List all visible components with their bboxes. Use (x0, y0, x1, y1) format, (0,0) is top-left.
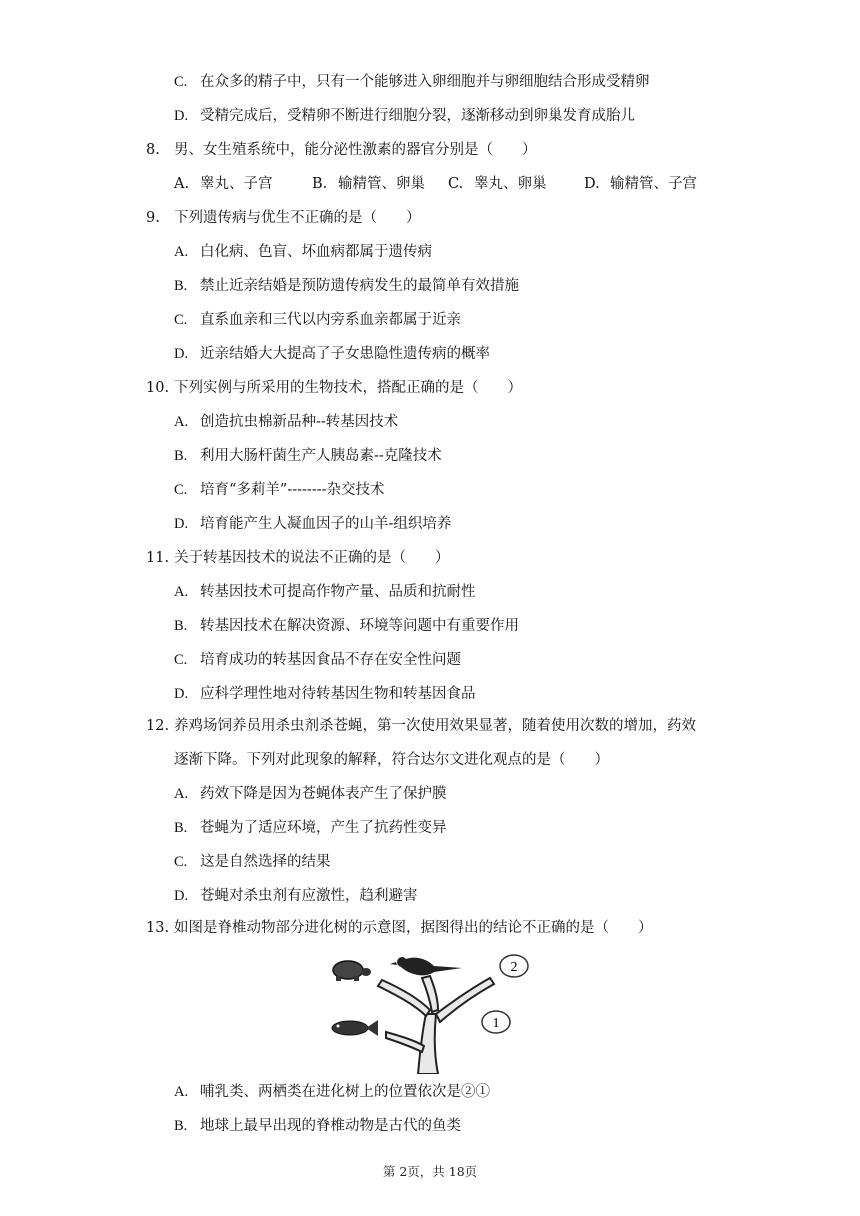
option-letter: C. (174, 854, 188, 870)
page-footer: 第 2页，共 18页 (382, 1164, 478, 1179)
q12-option-c (174, 852, 331, 872)
q12-option-d (174, 886, 418, 906)
option-letter: B. (174, 448, 188, 464)
label-1-text: 1 (492, 1016, 500, 1031)
option-letter: A. (174, 584, 189, 600)
q10-option-c (174, 480, 385, 500)
option-letter: A. (174, 244, 189, 260)
q9-option-c (174, 310, 461, 330)
option-text: 应科学理性地对待转基因生物和转基因食品 (200, 686, 476, 702)
option-text: 在众多的精子中，只有一个能够进入卵细胞并与卵细胞结合形成受精卵 (200, 74, 650, 90)
option-text: 培育“多莉羊”--------杂交技术 (200, 482, 385, 498)
figure-label-2 (500, 955, 528, 977)
question-number: 8. (146, 142, 160, 158)
q9-option-d (174, 344, 490, 364)
q7-option-c (174, 72, 650, 92)
evolution-tree-figure (322, 952, 542, 1074)
option-text: 转基因技术可提高作物产量、品质和抗耐性 (200, 584, 476, 600)
question-text: 下列遗传病与优生不正确的是（ ） (174, 210, 421, 226)
question-text: 关于转基因技术的说法不正确的是（ ） (174, 550, 450, 566)
option-text: 转基因技术在解决资源、环境等问题中有重要作用 (200, 618, 519, 634)
option-letter: B. (312, 176, 328, 192)
q9-stem (146, 208, 421, 228)
option-letter: B. (174, 278, 188, 294)
option-letter: B. (174, 618, 188, 634)
option-text: 近亲结婚大大提高了子女患隐性遗传病的概率 (200, 346, 490, 362)
option-letter: C. (174, 482, 188, 498)
option-text: 苍蝇对杀虫剂有应激性，趋利避害 (200, 888, 418, 904)
option-letter: A. (174, 786, 189, 802)
option-letter: B. (174, 1118, 188, 1134)
q10-option-a (174, 412, 398, 432)
option-text: 地球上最早出现的脊椎动物是古代的鱼类 (200, 1118, 461, 1134)
option-letter: D. (174, 108, 189, 124)
fish-icon (332, 1020, 378, 1036)
tree-branch-lower-left (386, 1032, 424, 1052)
q7-option-d (174, 106, 635, 126)
q10-stem (146, 378, 522, 398)
q8-option-a (174, 174, 312, 194)
option-letter: B. (174, 820, 188, 836)
question-text: 男、女生殖系统中，能分泌性激素的器官分别是（ ） (174, 142, 537, 158)
label-2-text: 2 (510, 960, 518, 975)
q8-option-c (448, 174, 584, 194)
option-letter: D. (174, 346, 189, 362)
option-text: 禁止近亲结婚是预防遗传病发生的最简单有效措施 (200, 278, 519, 294)
option-text: 药效下降是因为苍蝇体表产生了保护膜 (200, 786, 447, 802)
q12-option-b (174, 818, 447, 838)
option-text: 创造抗虫棉新品种--转基因技术 (200, 414, 399, 430)
question-text: 如图是脊椎动物部分进化树的示意图，据图得出的结论不正确的是（ ） (174, 920, 653, 936)
option-letter: C. (174, 312, 188, 328)
option-letter: D. (584, 176, 600, 192)
option-letter: C. (174, 652, 188, 668)
q13-option-a (174, 1082, 490, 1102)
question-text: 养鸡场饲养员用杀虫剂杀苍蝇，第一次使用效果显著，随着使用次数的增加，药效 (174, 718, 696, 734)
bird-icon (390, 957, 462, 975)
q11-option-b (174, 616, 519, 636)
option-text: 输精管、卵巢 (338, 176, 425, 192)
q10-option-b (174, 446, 442, 466)
option-letter: D. (174, 888, 189, 904)
option-text: 苍蝇为了适应环境，产生了抗药性变异 (200, 820, 447, 836)
option-text: 这是自然选择的结果 (200, 854, 331, 870)
option-text: 白化病、色盲、坏血病都属于遗传病 (200, 244, 432, 260)
option-text: 培育能产生人凝血因子的山羊-组织培养 (200, 516, 452, 532)
question-text: 逐渐下降。下列对此现象的解释，符合达尔文进化观点的是（ ） (174, 752, 609, 768)
option-letter: A. (174, 176, 190, 192)
q12-option-a (174, 784, 447, 804)
option-letter: C. (448, 176, 464, 192)
option-letter: D. (174, 516, 189, 532)
q11-option-d (174, 684, 476, 704)
q8-option-d (584, 174, 697, 194)
q12-stem-continued (174, 750, 609, 770)
option-letter: A. (174, 1084, 189, 1100)
q8-stem (146, 140, 537, 160)
q8-option-b (312, 174, 448, 194)
option-text: 输精管、子宫 (610, 176, 697, 192)
option-letter: A. (174, 414, 189, 430)
q10-option-d (174, 514, 451, 534)
q9-option-b (174, 276, 519, 296)
q12-stem (146, 716, 696, 736)
tree-branch-left (378, 980, 430, 1016)
option-text: 睾丸、卵巢 (474, 176, 547, 192)
q9-option-a (174, 242, 432, 262)
q13-stem (146, 918, 653, 938)
question-number: 12. (146, 718, 170, 734)
option-letter: C. (174, 74, 188, 90)
question-number: 13. (146, 920, 170, 936)
q8-options-row (174, 174, 697, 194)
option-text: 睾丸、子宫 (200, 176, 273, 192)
figure-label-1 (482, 1011, 510, 1033)
question-number: 11. (146, 550, 170, 566)
turtle-icon (333, 961, 371, 981)
q11-option-a (174, 582, 476, 602)
q11-stem (146, 548, 450, 568)
option-text: 利用大肠杆菌生产人胰岛素--克隆技术 (200, 448, 442, 464)
option-letter: D. (174, 686, 189, 702)
question-number: 9. (146, 210, 160, 226)
question-number: 10. (146, 380, 170, 396)
option-text: 哺乳类、两栖类在进化树上的位置依次是②① (200, 1084, 490, 1100)
option-text: 受精完成后，受精卵不断进行细胞分裂，逐渐移动到卵巢发育成胎儿 (200, 108, 635, 124)
option-text: 培育成功的转基因食品不存在安全性问题 (200, 652, 461, 668)
q11-option-c (174, 650, 461, 670)
question-text: 下列实例与所采用的生物技术，搭配正确的是（ ） (174, 380, 522, 396)
q13-option-b (174, 1116, 461, 1136)
option-text: 直系血亲和三代以内旁系血亲都属于近亲 (200, 312, 461, 328)
